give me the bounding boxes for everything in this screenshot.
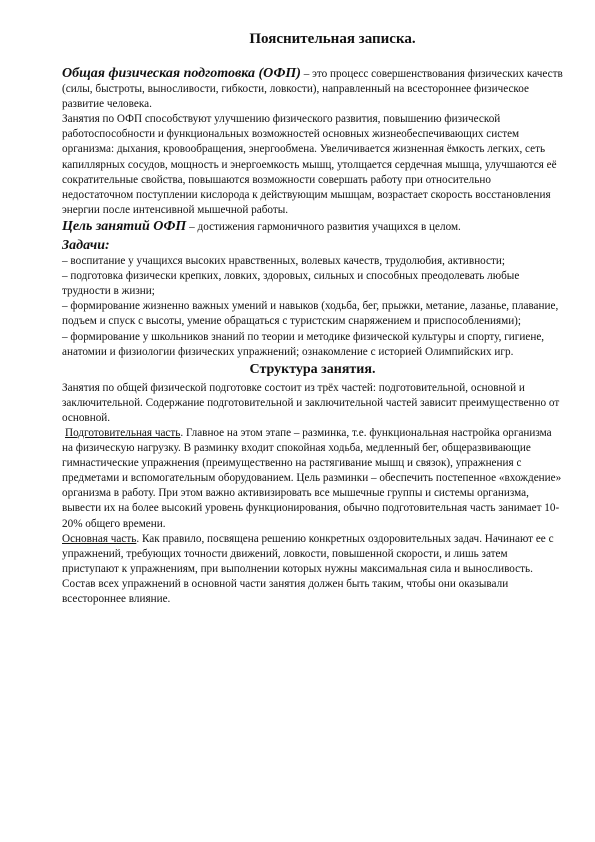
task-item: – формирование жизненно важных умений и навыков (ходьба, бег, прыжки, метание, лазанье, плавание, подъем и спуск с высоты, умение обращаться с туристским снаряжением и приспособлениями); [62, 300, 559, 328]
goal-text: – достижения гармоничного развития учащихся в целом. [186, 220, 461, 233]
ofp-definition: – это процесс совершенствования физических качеств (силы, быстроты, выносливости, гибкости, ловкости), направленный на всестороннее физическое развитие человека. [62, 68, 563, 111]
main-part-label: Основная часть [62, 532, 137, 545]
prep-part-paragraph [62, 426, 563, 532]
page-title: Пояснительная записка. [249, 31, 416, 47]
ofp-paragraph: Занятия по ОФП способствуют улучшению физического развития, повышению физической работоспособности и функциональных возможностей основных жизнеобеспечивающих систем организма: дыхания, кровообращения, энергообмена. Увеличивается жизненная ёмкость легких, сеть капиллярных сосудов, мощность и энергоемкость мышц, утолщается сердечная мышца, улучшаются её сократительные свойства, повышаются возможности совершать работу при относительно недостаточном поступлении кислорода к действующим мышцам, возрастает скорость восстановления энергии после интенсивной мышечной работы. [62, 113, 557, 216]
prep-part-text: . Главное на этом этапе – разминка, т.е. функциональная настройка организма на физическую нагрузку. В разминку входит спокойная ходьба, медленный бег, общеразвивающие гимнастические упражнения (преимущественно на растягивание мышц и связок), упражнения с предметами и вспомогательным оборудованием. Цель разминки – обеспечить постепенное «вхождение» организма в работу. При этом важно активизировать все мышечные группы и системы организма, вывести их на более высокий уровень функционирования, обычно подготовительная часть занимает 10-20% общего времени. [62, 426, 562, 530]
structure-heading: Структура занятия. [249, 361, 376, 377]
main-part-paragraph [62, 532, 563, 607]
main-part-text: . Как правило, посвящена решению конкретных оздоровительных задач. Начинают ее с упражнений, требующих точности движений, ловкости, повышенной скорости, и лишь затем приступают к упражнениям, при выполнении которых нужны максимальная сила и выносливость. Состав всех упражнений в основной части занятия должен быть таким, чтобы они оказывали всестороннее влияние. [62, 532, 554, 605]
goal-term: Цель занятий ОФП [62, 218, 187, 234]
task-item: – формирование у школьников знаний по теории и методике физической культуры и спорту, гигиене, анатомии и физиологии физических упражнений; ознакомление с историей Олимпийских игр. [62, 330, 545, 358]
prep-part-label: Подготовительная часть [65, 426, 181, 439]
task-item: – подготовка физически крепких, ловких, здоровых, сильных и способных преодолевать любые трудности в жизни; [62, 270, 520, 298]
ofp-term: Общая физическая подготовка (ОФП) [62, 66, 301, 81]
task-item: – воспитание у учащихся высоких нравственных, волевых качеств, трудолюбия, активности; [62, 255, 505, 268]
goal-paragraph [62, 219, 563, 235]
structure-intro: Занятия по общей физической подготовке состоит из трёх частей: подготовительной, основной и заключительной. Содержание подготовительной и заключительной частей зависит преимущественно от основной. [62, 381, 560, 424]
ofp-definition-paragraph [62, 66, 563, 112]
tasks-heading: Задачи: [62, 238, 110, 254]
